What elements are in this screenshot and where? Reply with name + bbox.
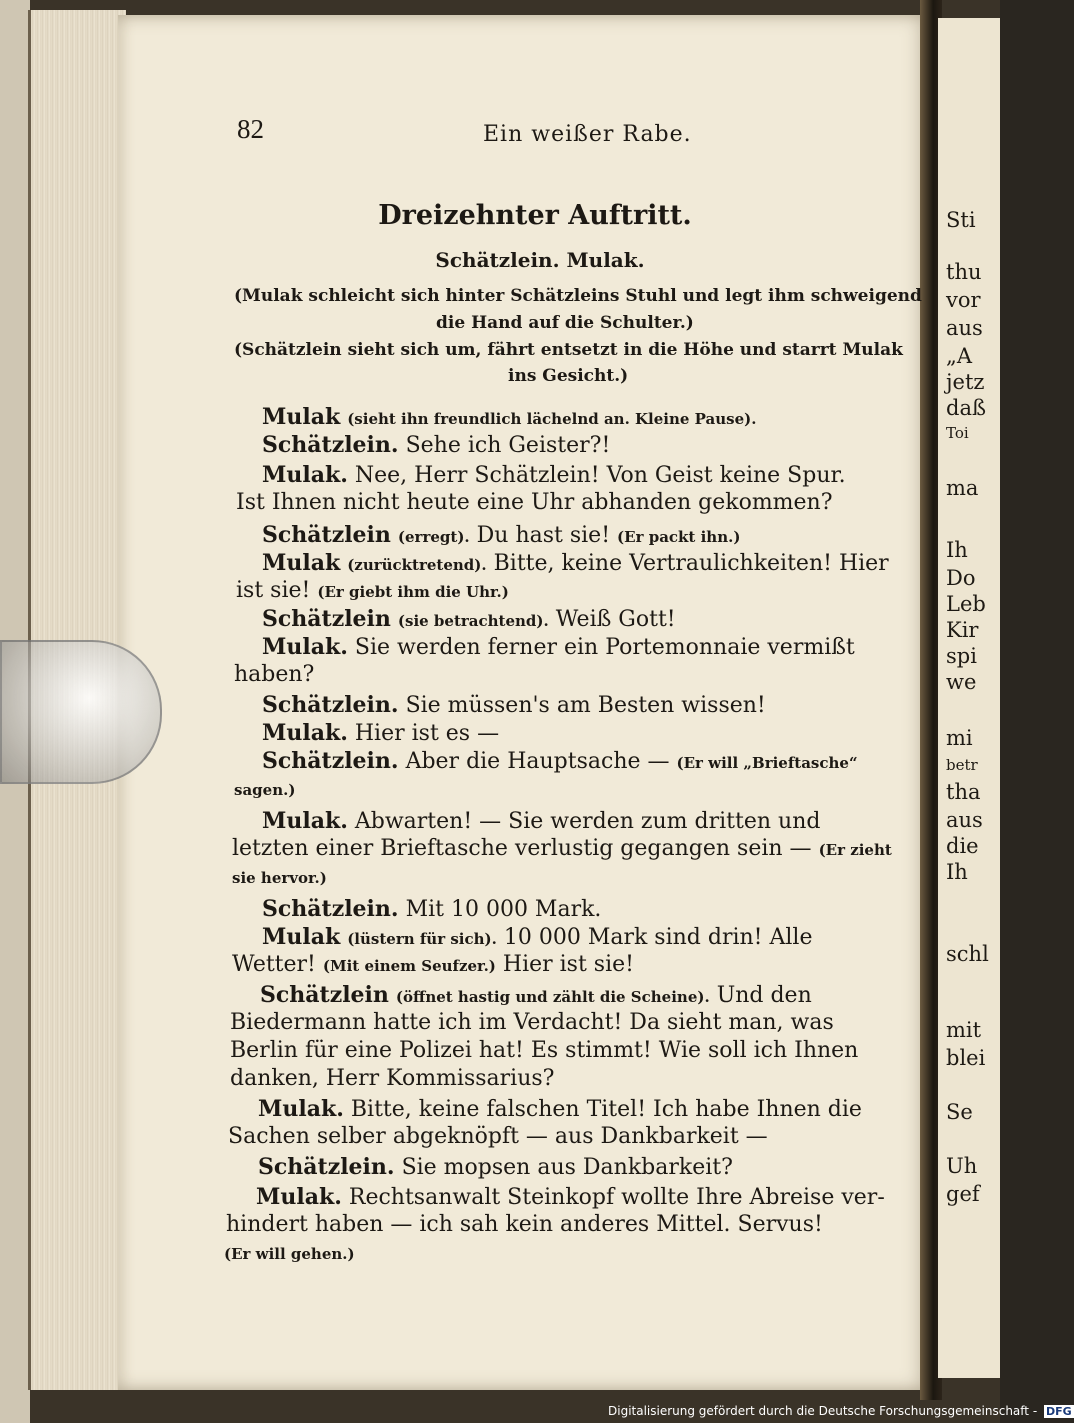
dialogue-text: Weiß Gott!	[555, 607, 676, 632]
dialogue-line	[232, 836, 892, 861]
dialogue-text: Bitte, keine Vertraulichkeiten! Hier	[493, 551, 889, 576]
stage-direction: (Schätzlein sieht sich um, fährt entsetzt in die Höhe und starrt Mulak	[234, 340, 903, 360]
dialogue-text: Sehe ich Geister?!	[405, 433, 611, 458]
stage-direction: (Er will „Brieftasche“	[676, 754, 858, 772]
dialogue-text: hindert haben — ich sah kein anderes Mittel. Servus!	[226, 1212, 823, 1237]
dialogue-line	[258, 1154, 733, 1180]
speaker-name: Mulak	[262, 550, 341, 576]
dialogue-line	[262, 924, 813, 950]
dialogue-line	[234, 776, 295, 801]
dialogue-text: Mit 10 000 Mark.	[405, 897, 602, 922]
dialogue-text: haben?	[234, 662, 315, 687]
dialogue-text: Und den	[716, 983, 812, 1008]
stage-direction: (Er will gehen.)	[224, 1245, 355, 1263]
stage-direction: (Er zieht	[818, 841, 892, 859]
dialogue-line	[262, 692, 766, 718]
dialogue-text: ist sie!	[236, 578, 311, 603]
right-fragment: thu	[946, 260, 982, 284]
right-fragment: jetz	[946, 370, 985, 394]
dfg-logo: DFG	[1045, 1405, 1072, 1418]
dialogue-line	[262, 462, 846, 488]
right-fragment: aus	[946, 808, 983, 832]
scene-heading: Dreizehnter Auftritt.	[378, 200, 692, 231]
dialogue-line	[262, 522, 740, 548]
dialogue-text: Bitte, keine falschen Titel! Ich habe Ihnen die	[350, 1097, 862, 1122]
speaker-name: Mulak	[262, 924, 341, 950]
speaker-name: Schätzlein	[262, 606, 391, 632]
speaker-name: Mulak.	[262, 634, 348, 660]
right-fragment: we	[946, 670, 977, 694]
right-fragment: die	[946, 834, 979, 858]
speaker-name: Schätzlein.	[262, 748, 399, 774]
scene-persons: Schätzlein. Mulak.	[435, 248, 645, 272]
dialogue-line	[262, 550, 889, 576]
dialogue-line	[234, 662, 314, 687]
speaker-name: Schätzlein.	[258, 1154, 395, 1180]
dialogue-line	[260, 982, 812, 1008]
speaker-name: Schätzlein.	[262, 692, 399, 718]
dialogue-text: letzten einer Brieftasche verlustig gegangen sein —	[232, 836, 812, 861]
stage-direction: (lüstern für sich).	[347, 930, 497, 948]
speaker-name: Mulak.	[258, 1096, 344, 1122]
dialogue-text: Biedermann hatte ich im Verdacht! Da sieht man, was	[230, 1010, 834, 1035]
right-fragment: Kir	[946, 618, 979, 642]
speaker-name: Mulak.	[262, 720, 348, 746]
dialogue-text: Rechtsanwalt Steinkopf wollte Ihre Abreise ver-	[348, 1185, 885, 1210]
dialogue-line	[262, 748, 858, 774]
right-fragment: Sti	[946, 208, 976, 232]
right-fragment: schl	[946, 942, 989, 966]
dialogue-line	[262, 720, 499, 746]
running-head: Ein weißer Rabe.	[483, 122, 692, 147]
dialogue-line	[262, 404, 756, 430]
right-fragment: tha	[946, 780, 981, 804]
right-fragment: Do	[946, 566, 976, 590]
dialogue-line	[262, 606, 676, 632]
dialogue-text: Hier ist es —	[354, 721, 500, 746]
dialogue-text: 10 000 Mark sind drin! Alle	[503, 925, 813, 950]
right-fragment: vor	[946, 288, 981, 312]
dialogue-text: Ist Ihnen nicht heute eine Uhr abhanden gekommen?	[236, 490, 833, 515]
speaker-name: Mulak.	[262, 462, 348, 488]
dialogue-text: Sie werden ferner ein Portemonnaie vermißt	[354, 635, 855, 660]
right-fragment: Toi	[946, 424, 969, 442]
stage-direction: (Er packt ihn.)	[617, 528, 741, 546]
stage-direction: (öffnet hastig und zählt die Scheine).	[395, 988, 710, 1006]
stage-direction: sagen.)	[234, 781, 296, 799]
dialogue-line	[256, 1184, 885, 1210]
speaker-name: Schätzlein	[260, 982, 389, 1008]
dialogue-text: Wetter!	[232, 952, 316, 977]
speaker-name: Schätzlein.	[262, 896, 399, 922]
right-fragment: blei	[946, 1046, 986, 1070]
dialogue-text: Du hast sie!	[476, 523, 611, 548]
stage-direction: (Er giebt ihm die Uhr.)	[317, 583, 509, 601]
dialogue-line	[232, 952, 634, 977]
stage-direction: (Mulak schleicht sich hinter Schätzleins Stuhl und legt ihm schweigend	[234, 286, 922, 306]
right-fragment: mit	[946, 1018, 982, 1042]
right-fragment: aus	[946, 316, 983, 340]
dialogue-line	[228, 1124, 768, 1149]
right-fragment: gef	[946, 1182, 980, 1206]
speaker-name: Mulak.	[262, 808, 348, 834]
right-fragment: daß	[946, 396, 986, 420]
right-fragment: Ih	[946, 538, 968, 562]
dialogue-text: Hier ist sie!	[502, 952, 634, 977]
dialogue-line	[236, 490, 833, 515]
right-fragment: „A	[946, 344, 973, 368]
speaker-name: Schätzlein	[262, 522, 391, 548]
right-fragment: Leb	[946, 592, 986, 616]
speaker-name: Schätzlein.	[262, 432, 399, 458]
dialogue-text: Sachen selber abgeknöpft — aus Dankbarkeit —	[228, 1124, 768, 1149]
speaker-name: Mulak.	[256, 1184, 342, 1210]
dialogue-line	[224, 1240, 355, 1265]
dialogue-line	[226, 1212, 823, 1237]
stage-direction: ins Gesicht.)	[508, 366, 629, 386]
dialogue-line	[230, 1066, 554, 1091]
dialogue-line	[262, 808, 820, 834]
stage-direction: (zurücktretend).	[347, 556, 487, 574]
stage-direction: die Hand auf die Schulter.)	[436, 313, 694, 333]
dialogue-line	[258, 1096, 862, 1122]
digitization-footer	[608, 1404, 1074, 1418]
right-fragment: Se	[946, 1100, 973, 1124]
dialogue-line	[230, 1010, 834, 1035]
dialogue-line	[232, 864, 327, 889]
dialogue-text: Berlin für eine Polizei hat! Es stimmt! Wie soll ich Ihnen	[230, 1038, 859, 1063]
dialogue-text: Nee, Herr Schätzlein! Von Geist keine Spur.	[354, 463, 846, 488]
dialogue-line	[262, 896, 601, 922]
stage-direction: (sie betrachtend).	[397, 612, 549, 630]
stage-direction: (Mit einem Seufzer.)	[322, 957, 496, 975]
dialogue-text: Abwarten! — Sie werden zum dritten und	[354, 809, 821, 834]
dialogue-text: danken, Herr Kommissarius?	[230, 1066, 555, 1091]
right-fragment: ma	[946, 476, 979, 500]
right-fragment: Ih	[946, 860, 968, 884]
right-fragment: Uh	[946, 1154, 978, 1178]
speaker-name: Mulak	[262, 404, 341, 430]
right-fragment: betr	[946, 756, 978, 774]
dialogue-text: Sie müssen's am Besten wissen!	[405, 693, 766, 718]
dialogue-line	[236, 578, 509, 603]
stage-direction: (sieht ihn freundlich lächelnd an. Kleine Pause).	[347, 410, 757, 428]
right-fragment: spi	[946, 644, 977, 668]
page-number: 82	[237, 114, 264, 144]
stage-direction: sie hervor.)	[232, 869, 327, 887]
dialogue-line	[262, 432, 610, 458]
dialogue-line	[262, 634, 855, 660]
stage-direction: (erregt).	[397, 528, 470, 546]
dialogue-text: Sie mopsen aus Dankbarkeit?	[401, 1155, 733, 1180]
footer-text: Digitalisierung gefördert durch die Deutsche Forschungsgemeinschaft -	[608, 1404, 1038, 1418]
right-fragment: mi	[946, 726, 973, 750]
dialogue-text: Aber die Hauptsache —	[405, 749, 670, 774]
dialogue-line	[230, 1038, 858, 1063]
